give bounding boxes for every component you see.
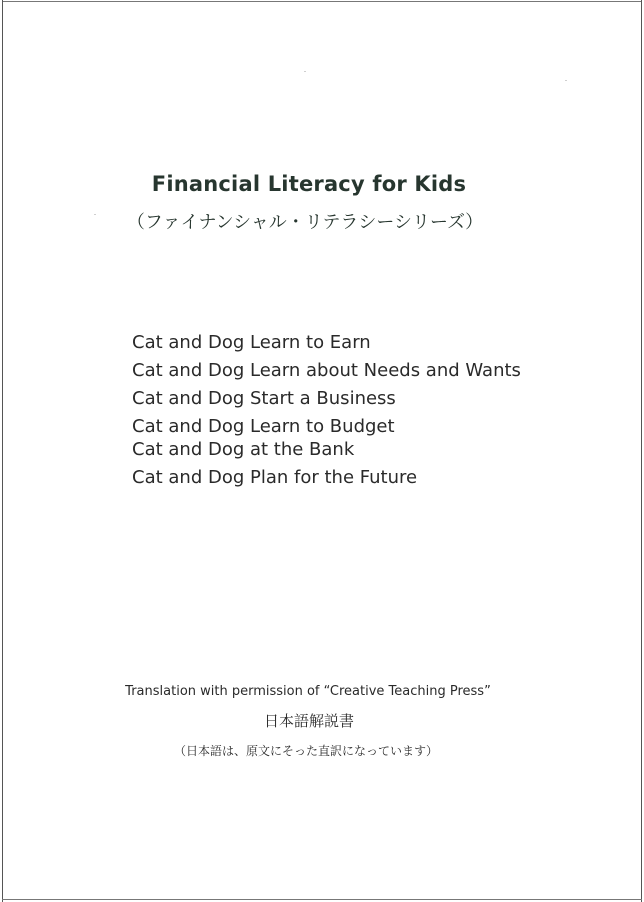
book-title: Cat and Dog Learn about Needs and Wants bbox=[132, 360, 521, 381]
book-title: Cat and Dog Plan for the Future bbox=[132, 467, 418, 488]
page-border-left bbox=[2, 0, 3, 902]
document-subtitle: （ファイナンシャル・リテラシーシリーズ） bbox=[126, 212, 484, 233]
page-border-top bbox=[2, 1, 642, 2]
page-border-bottom bbox=[2, 899, 642, 900]
translation-credit: Translation with permission of “Creative Teaching Press” bbox=[125, 684, 491, 699]
japanese-translation-note: （日本語は、原文にそった直訳になっています） bbox=[173, 744, 438, 758]
book-title: Cat and Dog Start a Business bbox=[132, 388, 396, 409]
book-title: Cat and Dog at the Bank bbox=[132, 439, 355, 460]
page-border-right bbox=[641, 0, 642, 902]
scan-speck bbox=[304, 71, 306, 72]
book-title: Cat and Dog Learn to Budget bbox=[132, 416, 395, 437]
document-title: Financial Literacy for Kids bbox=[151, 172, 467, 196]
scan-speck bbox=[565, 80, 567, 81]
book-title: Cat and Dog Learn to Earn bbox=[132, 332, 371, 353]
japanese-guide-title: 日本語解説書 bbox=[263, 712, 354, 730]
